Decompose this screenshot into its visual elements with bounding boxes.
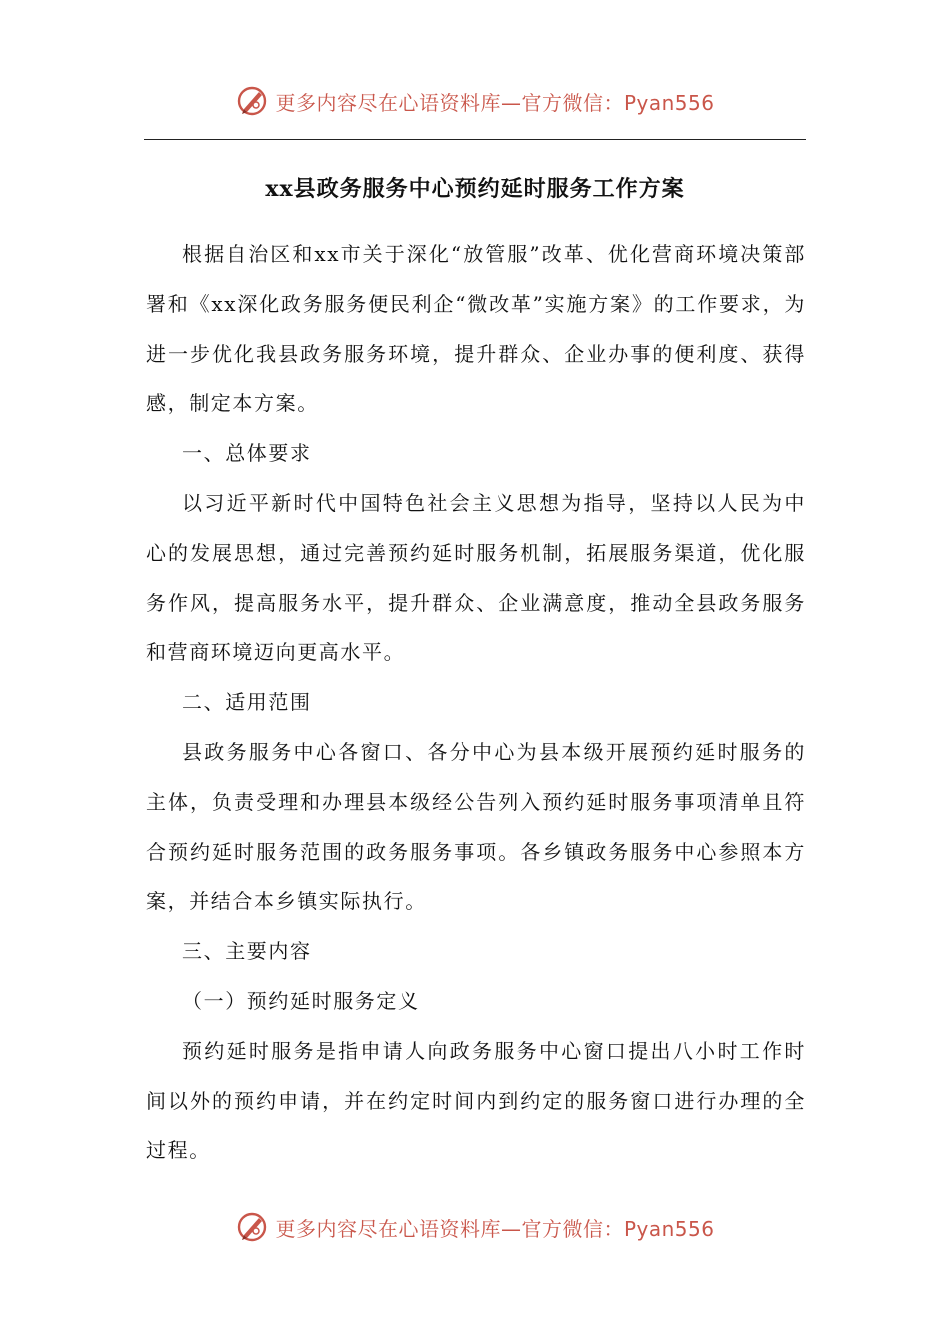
pen-circle-logo-icon: [235, 1210, 269, 1244]
footer-watermark: [0, 1210, 950, 1244]
paragraph-general-requirements: 以习近平新时代中国特色社会主义思想为指导，坚持以人民为中心的发展思想，通过完善预约延时服务机制，拓展服务渠道，优化服务作风，提高服务水平，提升群众、企业满意度，推动全县政务服务和营商环境迈向更高水平。: [146, 490, 806, 665]
paragraph-intro: 根据自治区和xx市关于深化“放管服”改革、优化营商环境决策部署和《xx深化政务服务便民利企“微改革”实施方案》的工作要求，为进一步优化我县政务服务环境，提升群众、企业办事的便利度、获得感，制定本方案。: [146, 242, 806, 416]
heading-main-content: 三、主要内容: [182, 939, 312, 964]
watermark-text: 更多内容尽在心语资料库—官方微信：Pyan556: [275, 90, 715, 115]
paragraph-definition: 预约延时服务是指申请人向政务服务中心窗口提出八小时工作时间以外的预约申请，并在约定时间内到约定的服务窗口进行办理的全过程。: [146, 1038, 806, 1163]
paragraph-scope: 县政务服务中心各窗口、各分中心为县本级开展预约延时服务的主体，负责受理和办理县本级经公告列入预约延时服务事项清单且符合预约延时服务范围的政务服务事项。各乡镇政务服务中心参照本方案，并结合本乡镇实际执行。: [146, 739, 806, 914]
header-watermark: [0, 84, 950, 118]
header-divider: [144, 139, 806, 140]
pen-circle-logo-icon: [235, 84, 269, 118]
heading-scope: 二、适用范围: [182, 690, 312, 715]
heading-general-requirements: 一、总体要求: [182, 441, 312, 466]
document-title: xx县政务服务中心预约延时服务工作方案: [265, 176, 685, 202]
subheading-definition: （一）预约延时服务定义: [182, 988, 420, 1013]
watermark-text: 更多内容尽在心语资料库—官方微信：Pyan556: [275, 1216, 715, 1241]
document-body: [146, 230, 806, 1176]
